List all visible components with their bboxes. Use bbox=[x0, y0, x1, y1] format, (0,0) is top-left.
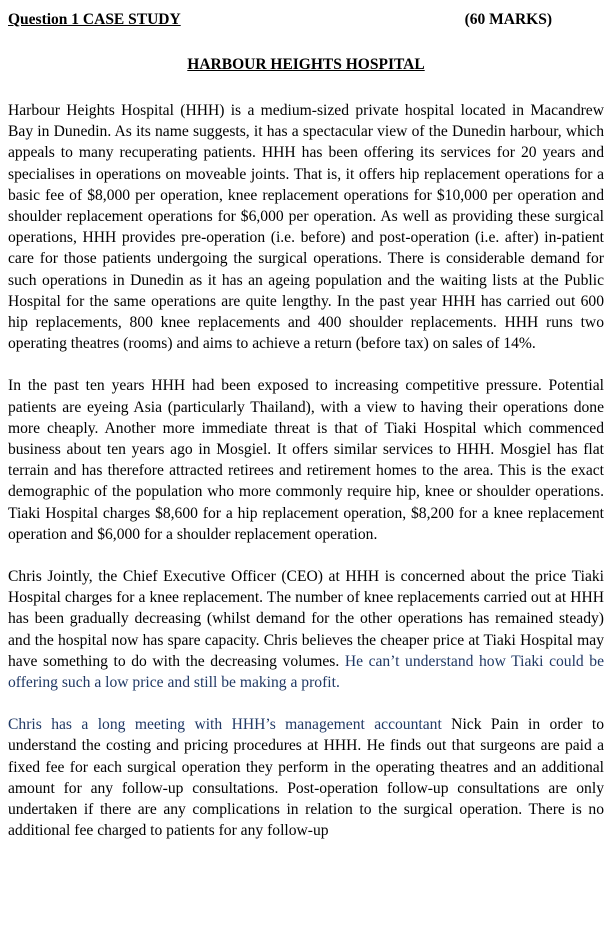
paragraph-meeting bbox=[8, 714, 604, 841]
paragraph-ceo-concern-highlight: He can’t understand how Tiaki could be offering such a low price and still be making a profit. bbox=[8, 652, 604, 692]
paragraph-competition: In the past ten years HHH had been exposed to increasing competitive pressure. Potential patients are eyeing Asia (particularly Thailand), with a view to having their operations done more cheaply. Another more immediate threat is that of Tiaki Hospital which commenced business about ten years ago in Mosgiel. It offers similar services to HHH. Mosgiel has flat terrain and has therefore attracted retirees and retirement homes to the area. This is the exact demographic of the population who more commonly require hip, knee or shoulder operations. Tiaki Hospital charges $8,600 for a hip replacement operation, $8,200 for a knee replacement operation and $6,000 for a shoulder replacement operation. bbox=[8, 377, 604, 543]
question-label: Question 1 CASE STUDY bbox=[8, 11, 181, 28]
paragraph-intro: Harbour Heights Hospital (HHH) is a medium-sized private hospital located in Macandrew Bay in Dunedin. As its name suggests, it has a spectacular view of the Dunedin harbour, which appeals to many recuperating patients. HHH has been offering its services for 20 years and specialises in operations on moveable joints. That is, it offers hip replacement operations for a basic fee of $8,000 per operation, knee replacement operations for $10,000 per operation and shoulder replacement operations for $6,000 per operation. As well as providing these surgical operations, HHH provides pre-operation (i.e. before) and post-operation (i.e. after) in-patient care for those patients undergoing the surgical operations. There is considerable demand for such operations in Dunedin as it has an ageing population and the waiting lists at the Public Hospital for the same operations are quite lengthy. In the past year HHH has carried out 600 hip replacements, 800 knee replacements and 400 shoulder replacements. HHH runs two operating theatres (rooms) and aims to achieve a return (before tax) on sales of 14%. bbox=[8, 102, 604, 353]
marks-label: (60 MARKS) bbox=[464, 11, 552, 28]
paragraph-meeting-highlight: Chris has a long meeting with HHH’s management accountant bbox=[8, 716, 442, 734]
document-page bbox=[8, 11, 604, 842]
paragraph-meeting-text: Nick Pain in order to understand the costing and pricing procedures at HHH. He finds out that surgeons are paid a fixed fee for each surgical operation they perform in the operating theatres and an additional amount for any follow-up consultations. Post-operation follow-up consultations are only undertaken if there are any complications in relation to the surgical operation. There is no additional fee charged to patients for any follow-up bbox=[8, 716, 604, 840]
question-header bbox=[8, 11, 604, 32]
paragraph-ceo-concern bbox=[8, 566, 604, 693]
paragraph-ceo-concern-text: Chris Jointly, the Chief Executive Officer (CEO) at HHH is concerned about the price Tiaki Hospital charges for a knee replacement. The number of knee replacements carried out at HHH has been gradually decreasing (whilst demand for the other operations has remained steady) and the hospital now has spare capacity. Chris believes the cheaper price at Tiaki Hospital may have something to do with the decreasing volumes. bbox=[8, 568, 604, 670]
case-title: HARBOUR HEIGHTS HOSPITAL bbox=[187, 56, 425, 73]
